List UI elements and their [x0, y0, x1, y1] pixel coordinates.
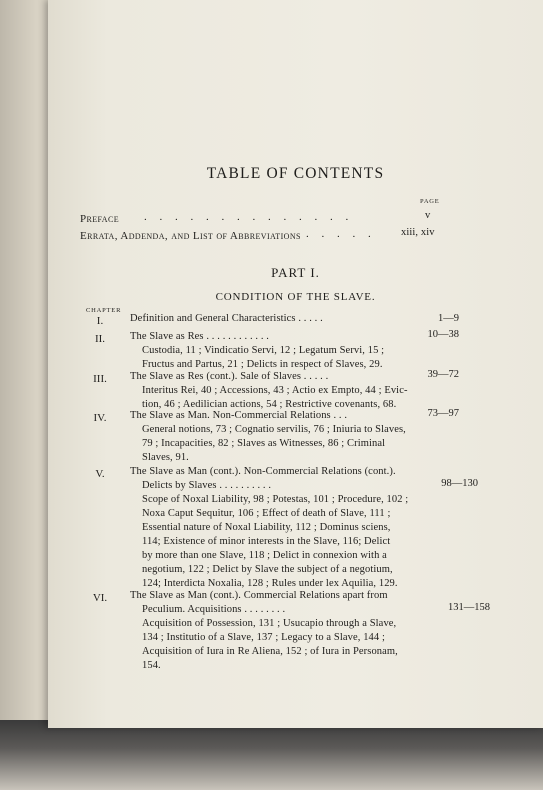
- toc-entry-errata-page: xiii, xiv: [401, 227, 435, 238]
- chapter-pages: 73—97: [427, 408, 459, 419]
- chapter-number: VI.: [92, 592, 108, 604]
- chapter-line: Essential nature of Noxal Liability, 112 ; Dominus sciens,: [142, 522, 391, 533]
- page-column-label: PAGE: [420, 198, 440, 205]
- toc-entry-preface-page: v: [425, 210, 431, 221]
- chapter-line: Delicts by Slaves . . . . . . . . . .: [142, 480, 272, 491]
- chapter-number: IV.: [93, 412, 107, 424]
- chapter-number: V.: [95, 468, 105, 480]
- chapter-line: Slaves, 91.: [142, 452, 189, 463]
- chapter-line: by more than one Slave, 118 ; Delict in connexion with a: [142, 550, 387, 561]
- chapter-number: II.: [94, 333, 106, 345]
- chapter-pages: 39—72: [427, 369, 459, 380]
- chapter-line: Noxa Caput Sequitur, 106 ; Effect of death of Slave, 111 ;: [142, 508, 391, 519]
- chapter-line: 79 ; Incapacities, 82 ; Slaves as Witnesses, 86 ; Criminal: [142, 438, 386, 449]
- chapter-line: Definition and General Characteristics . . . . .: [130, 313, 323, 324]
- book-page: [48, 0, 543, 728]
- part-subtitle: CONDITION OF THE SLAVE.: [215, 291, 376, 303]
- chapter-line: 154.: [142, 660, 161, 671]
- chapter-pages: 98—130: [441, 478, 478, 489]
- chapter-line: The Slave as Man (cont.). Non-Commercial Relations (cont.).: [130, 466, 396, 477]
- chapter-line: Peculium. Acquisitions . . . . . . . .: [142, 604, 286, 615]
- chapter-pages: 131—158: [448, 602, 490, 613]
- chapter-column-label: CHAPTER: [86, 307, 122, 314]
- background-bottom: [0, 720, 543, 790]
- chapter-line: The Slave as Man. Non-Commercial Relations . . .: [130, 410, 348, 421]
- chapter-pages: 1—9: [438, 313, 459, 324]
- chapter-line: Acquisition of Iura in Re Aliena, 152 ; of Iura in Personam,: [142, 646, 398, 657]
- chapter-line: Interitus Rei, 40 ; Accessions, 43 ; Actio ex Empto, 44 ; Evic-: [142, 385, 408, 396]
- toc-entry-preface-label: Preface: [80, 213, 119, 225]
- part-heading: PART I.: [271, 265, 320, 280]
- chapter-pages: 10—38: [427, 329, 459, 340]
- chapter-line: tion, 46 ; Aedilician actions, 54 ; Restrictive covenants, 68.: [142, 399, 397, 410]
- chapter-line: Scope of Noxal Liability, 98 ; Potestas, 101 ; Procedure, 102 ;: [142, 494, 409, 505]
- chapter-line: 124; Interdicta Noxalia, 128 ; Rules under lex Aquilia, 129.: [142, 578, 398, 589]
- chapter-line: The Slave as Res . . . . . . . . . . . .: [130, 331, 270, 342]
- chapter-line: Acquisition of Possession, 131 ; Usucapio through a Slave,: [142, 618, 397, 629]
- chapter-line: Custodia, 11 ; Vindicatio Servi, 12 ; Legatum Servi, 15 ;: [142, 345, 385, 356]
- chapter-line: negotium, 122 ; Delict by Slave the subject of a negotium,: [142, 564, 393, 575]
- chapter-line: The Slave as Man (cont.). Commercial Relations apart from: [130, 590, 388, 601]
- chapter-line: The Slave as Res (cont.). Sale of Slaves . . . . .: [130, 371, 329, 382]
- toc-entry-errata-leader: . . . . .: [306, 228, 376, 240]
- chapter-line: 134 ; Institutio of a Slave, 137 ; Legacy to a Slave, 144 ;: [142, 632, 385, 643]
- page-title: TABLE OF CONTENTS: [206, 165, 385, 182]
- toc-entry-preface-leader: . . . . . . . . . . . . . .: [144, 211, 354, 223]
- toc-entry-errata-label: Errata, Addenda, and List of Abbreviations: [80, 230, 301, 242]
- chapter-line: 114; Existence of minor interests in the Slave, 116; Delict: [142, 536, 391, 547]
- chapter-line: Fructus and Partus, 21 ; Delicts in respect of Slaves, 29.: [142, 359, 383, 370]
- chapter-number: III.: [93, 373, 107, 385]
- chapter-line: General notions, 73 ; Cognatio servilis, 76 ; Iniuria to Slaves,: [142, 424, 406, 435]
- chapter-number: I.: [96, 315, 104, 327]
